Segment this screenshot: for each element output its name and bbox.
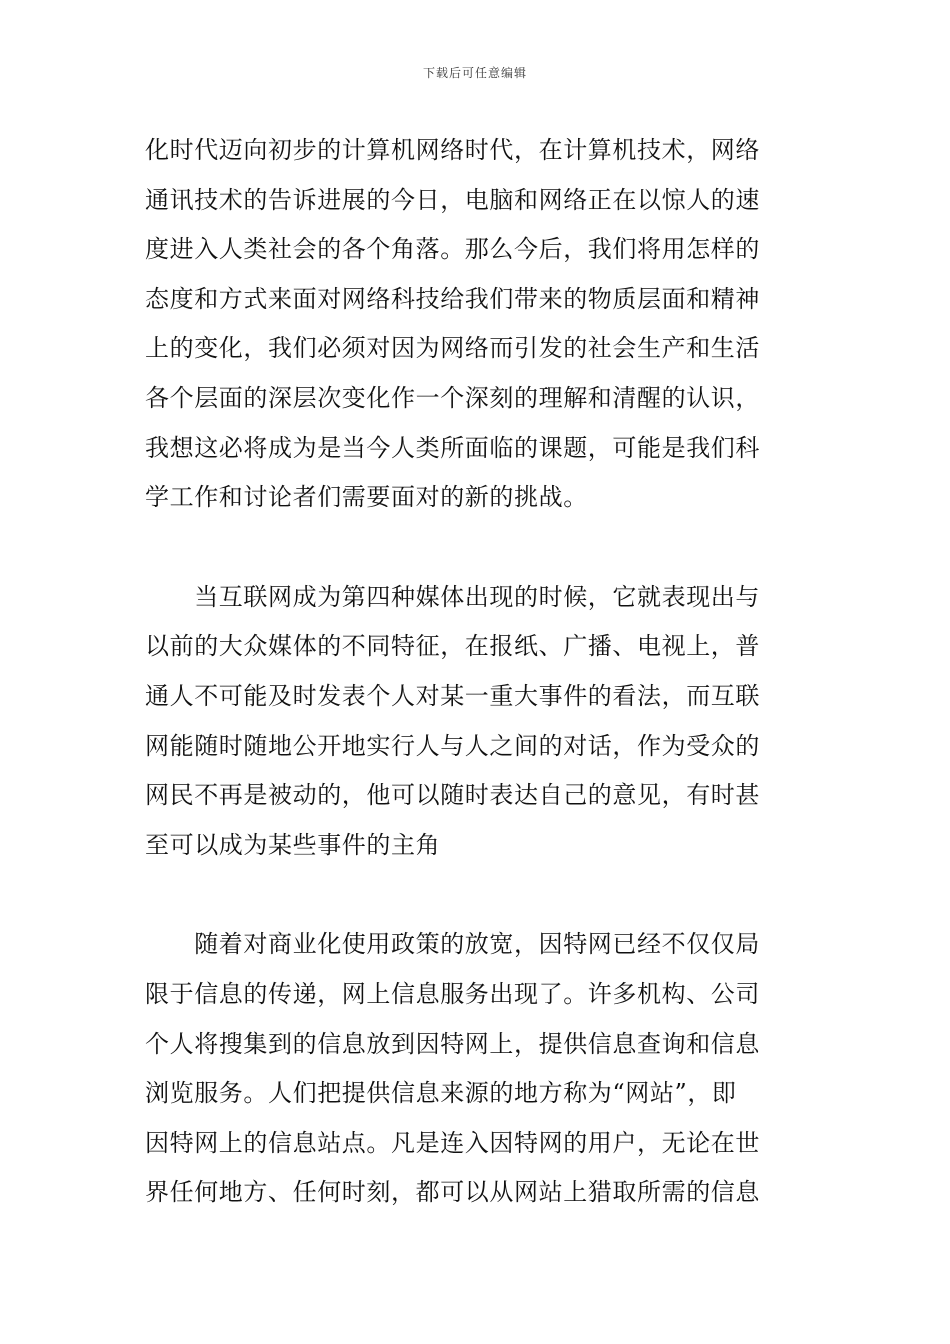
text-line: 至可以成为某些事件的主角 [145, 830, 441, 859]
paragraph-2 [145, 573, 807, 871]
text-line: 当互联网成为第四种媒体出现的时候，它就表现出与 [145, 582, 760, 611]
paragraph-gap [145, 870, 807, 920]
text-line: 浏览服务。人们把提供信息来源的地方称为“网站”，即 [145, 1079, 737, 1108]
text-line: 随着对商业化使用政策的放宽，因特网已经不仅仅局 [145, 930, 760, 959]
text-line: 各个层面的深层次变化作一个深刻的理解和清醒的认识， [145, 383, 760, 412]
text-line: 网民不再是被动的，他可以随时表达自己的意见，有时甚 [145, 781, 760, 810]
text-line: 学工作和讨论者们需要面对的新的挑战。 [145, 483, 588, 512]
text-line: 界任何地方、任何时刻，都可以从网站上猎取所需的信息 [145, 1178, 760, 1207]
text-line: 通讯技术的告诉进展的今日，电脑和网络正在以惊人的速 [145, 185, 760, 214]
text-line: 态度和方式来面对网络科技给我们带来的物质层面和精神 [145, 284, 760, 313]
text-line: 限于信息的传递，网上信息服务出现了。许多机构、公司 [145, 979, 760, 1008]
document-body [145, 126, 807, 1218]
text-line: 个人将搜集到的信息放到因特网上，提供信息查询和信息 [145, 1029, 760, 1058]
text-line: 因特网上的信息站点。凡是连入因特网的用户，无论在世 [145, 1128, 760, 1157]
text-line: 度进入人类社会的各个角落。那么今后，我们将用怎样的 [145, 235, 760, 264]
text-line: 网能随时随地公开地实行人与人之间的对话，作为受众的 [145, 731, 760, 760]
page-header: 下载后可任意编辑 [422, 66, 527, 80]
text-line: 我想这必将成为是当今人类所面临的课题，可能是我们科 [145, 433, 760, 462]
text-line: 通人不可能及时发表个人对某一重大事件的看法，而互联 [145, 681, 760, 710]
text-line: 化时代迈向初步的计算机网络时代，在计算机技术，网络 [145, 136, 760, 164]
paragraph-1 [145, 126, 807, 523]
text-line: 以前的大众媒体的不同特征，在报纸、广播、电视上，普 [145, 632, 760, 661]
text-line: 上的变化，我们必须对因为网络而引发的社会生产和生活 [145, 334, 760, 363]
paragraph-gap [145, 523, 807, 573]
paragraph-3 [145, 920, 807, 1218]
